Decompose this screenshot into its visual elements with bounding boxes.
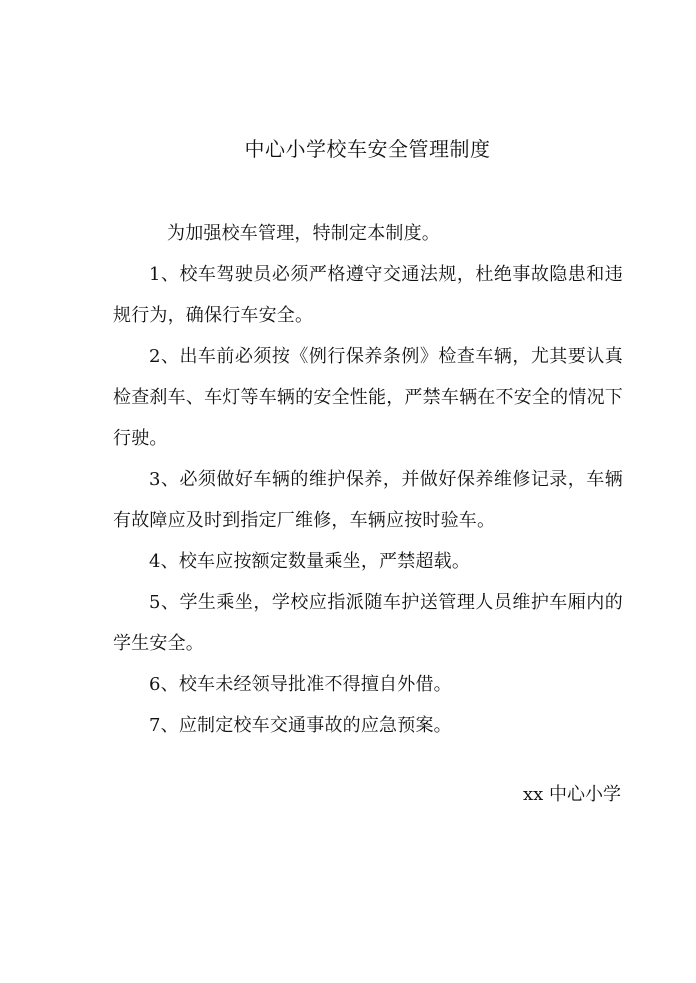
intro-paragraph: 为加强校车管理，特制定本制度。 [167,223,440,244]
rule-paragraph-5: 5、学生乘坐，学校应指派随车护送管理人员维护车厢内的学生安全。 [113,592,623,654]
rule-paragraph-1: 1、校车驾驶员必须严格遵守交通法规，杜绝事故隐患和违规行为，确保行车安全。 [113,264,623,326]
signature: xx 中心小学 [522,784,621,805]
rule-paragraph-7: 7、应制定校车交通事故的应急预案。 [149,715,452,736]
rule-paragraph-4: 4、校车应按额定数量乘坐，严禁超载。 [149,551,471,572]
document-title: 中心小学校车安全管理制度 [244,137,491,161]
rule-paragraph-2: 2、出车前必须按《例行保养条例》检查车辆，尤其要认真检查刹车、车灯等车辆的安全性能，严禁车辆在不安全的情况下行驶。 [113,346,623,449]
rule-paragraph-3: 3、必须做好车辆的维护保养，并做好保养维修记录，车辆有故障应及时到指定厂维修，车辆应按时验车。 [113,469,623,531]
rule-paragraph-6: 6、校车未经领导批准不得擅自外借。 [149,674,452,695]
document-body [113,213,623,746]
